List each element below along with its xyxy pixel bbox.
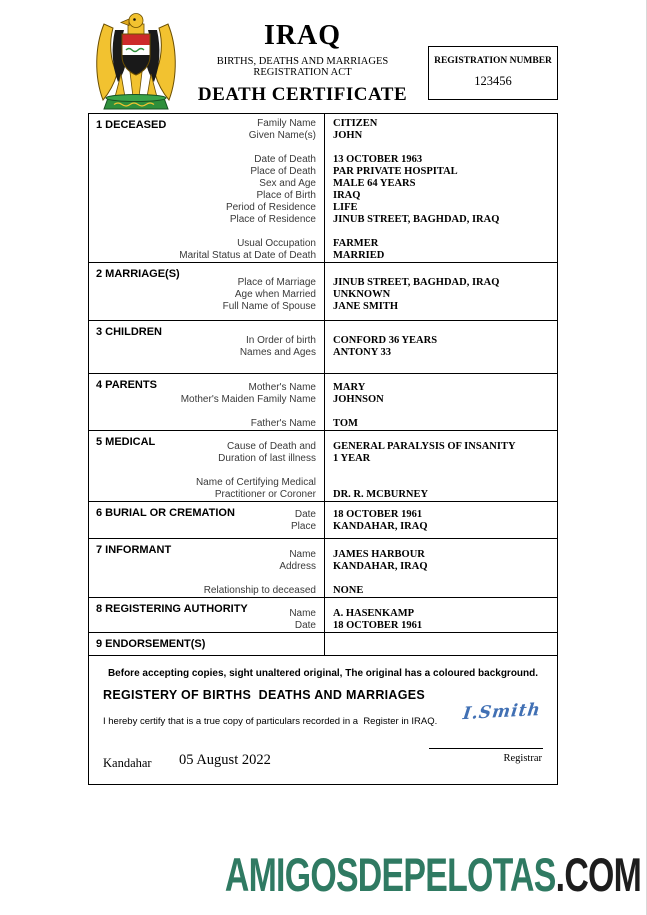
field-value: 1 YEAR xyxy=(333,453,371,464)
registration-number-value: 123456 xyxy=(474,74,512,88)
registration-number-box xyxy=(428,46,558,100)
field-label: Sex and Age xyxy=(259,178,316,189)
act-subtitle: BIRTHS, DEATHS AND MARRIAGES REGISTRATION ACT xyxy=(216,56,389,78)
field-label: In Order of birth xyxy=(245,335,316,346)
section-value-cell xyxy=(325,263,557,320)
field-value xyxy=(333,573,557,585)
field-value: DR. R. MCBURNEY xyxy=(333,489,429,500)
field-value: CITIZEN xyxy=(333,118,378,129)
field-label: Father's Name xyxy=(250,418,316,429)
section-title: 9 ENDORSEMENT(S) xyxy=(96,638,206,650)
certificate-section xyxy=(89,538,557,597)
registry-footer-box xyxy=(88,655,558,785)
section-title: 7 INFORMANT xyxy=(96,544,172,556)
field-label: Date of Death xyxy=(254,154,316,165)
field-label: Given Name(s) xyxy=(248,130,316,141)
section-value-cell xyxy=(325,321,557,373)
copies-notice: Before accepting copies, sight unaltered original, The original has a coloured background. xyxy=(107,668,539,679)
section-label-cell xyxy=(89,321,325,373)
field-label: Duration of last illness xyxy=(218,453,316,464)
certificate-section xyxy=(89,373,557,430)
registration-number-label: REGISTRATION NUMBER xyxy=(434,56,552,66)
section-title: 1 DECEASED xyxy=(96,119,167,131)
field-label xyxy=(89,406,316,418)
section-value-cell xyxy=(325,502,557,538)
field-value: A. HASENKAMP xyxy=(333,608,415,619)
field-value: KANDAHAR, IRAQ xyxy=(333,561,428,572)
field-value: JANE SMITH xyxy=(333,301,399,312)
section-value-cell xyxy=(325,374,557,430)
field-value: 18 OCTOBER 1961 xyxy=(333,509,423,520)
field-value xyxy=(333,465,557,477)
field-label: Name xyxy=(289,608,316,619)
certificate-section xyxy=(89,430,557,501)
field-value: FARMER xyxy=(333,238,379,249)
section-value-cell xyxy=(325,633,557,656)
field-label xyxy=(89,142,316,154)
registry-title: REGISTERY OF BIRTHS DEATHS AND MARRIAGES xyxy=(103,688,426,702)
field-value: 13 OCTOBER 1963 xyxy=(333,154,423,165)
field-label: Date xyxy=(294,620,316,631)
field-value: PAR PRIVATE HOSPITAL xyxy=(333,166,458,177)
title-block xyxy=(185,20,420,106)
section-title: 2 MARRIAGE(S) xyxy=(96,268,180,280)
field-value: LIFE xyxy=(333,202,358,213)
field-label: Place xyxy=(290,521,316,532)
certificate-table xyxy=(88,113,558,656)
field-value: JOHN xyxy=(333,130,363,141)
certificate-section xyxy=(89,320,557,373)
issue-date: 05 August 2022 xyxy=(179,752,271,768)
field-label: Place of Residence xyxy=(229,214,316,225)
field-label: Full Name of Spouse xyxy=(222,301,316,312)
field-value: KANDAHAR, IRAQ xyxy=(333,521,428,532)
field-label: Relationship to deceased xyxy=(203,585,316,596)
field-label: Address xyxy=(279,561,316,572)
field-label: Place of Marriage xyxy=(237,277,316,288)
field-value xyxy=(333,226,557,238)
field-label: Cause of Death and xyxy=(227,441,316,452)
field-value: CONFORD 36 YEARS xyxy=(333,335,438,346)
field-label: Name of Certifying Medical xyxy=(195,477,316,488)
section-title: 3 CHILDREN xyxy=(96,326,163,338)
field-label: Period of Residence xyxy=(225,202,316,213)
iraq-coat-of-arms-icon xyxy=(88,10,184,112)
country-title: IRAQ xyxy=(263,20,342,51)
certificate-section xyxy=(89,501,557,538)
field-label: Family Name xyxy=(257,118,316,129)
section-label-cell xyxy=(89,539,325,597)
section-label-cell xyxy=(89,502,325,538)
section-label-cell xyxy=(89,633,325,656)
section-label-cell xyxy=(89,431,325,501)
field-value: ANTONY 33 xyxy=(333,347,392,358)
field-value: TOM xyxy=(333,418,358,429)
section-title: 5 MEDICAL xyxy=(96,436,156,448)
field-value: GENERAL PARALYSIS OF INSANITY xyxy=(333,441,516,452)
certificate-section xyxy=(89,114,557,262)
watermark-logo xyxy=(225,847,641,902)
field-value: UNKNOWN xyxy=(333,289,391,300)
section-value-cell xyxy=(325,431,557,501)
field-value: MALE 64 YEARS xyxy=(333,178,416,189)
document-title: DEATH CERTIFICATE xyxy=(197,84,408,105)
section-label-cell xyxy=(89,114,325,262)
registrar-signature: I.Smith xyxy=(462,699,543,725)
field-value xyxy=(333,477,557,489)
watermark-tld: .COM xyxy=(555,848,641,901)
section-value-cell xyxy=(325,598,557,632)
field-value xyxy=(333,406,557,418)
field-label: Place of Death xyxy=(250,166,316,177)
field-label: Age when Married xyxy=(234,289,316,300)
section-value-cell xyxy=(325,114,557,262)
field-label: Marital Status at Date of Death xyxy=(179,250,316,261)
certificate-section xyxy=(89,262,557,320)
field-label: Names and Ages xyxy=(239,347,316,358)
section-label-cell xyxy=(89,374,325,430)
signature-line xyxy=(429,748,543,749)
field-label: Mother's Maiden Family Name xyxy=(180,394,316,405)
field-value: JAMES HARBOUR xyxy=(333,549,425,560)
field-label xyxy=(89,465,316,477)
certificate-section xyxy=(89,597,557,632)
issue-place: Kandahar xyxy=(103,756,152,770)
field-value: JINUB STREET, BAGHDAD, IRAQ xyxy=(333,214,500,225)
field-value: JINUB STREET, BAGHDAD, IRAQ xyxy=(333,277,500,288)
field-label: Usual Occupation xyxy=(237,238,316,249)
field-label: Mother's Name xyxy=(248,382,316,393)
field-label: Name xyxy=(289,549,316,560)
field-value: JOHNSON xyxy=(333,394,384,405)
section-title: 4 PARENTS xyxy=(96,379,157,391)
field-label: Date xyxy=(294,509,316,520)
field-value: MARRIED xyxy=(333,250,385,261)
field-value: 18 OCTOBER 1961 xyxy=(333,620,423,631)
section-title: 8 REGISTERING AUTHORITY xyxy=(96,603,248,615)
field-value: MARY xyxy=(333,382,366,393)
field-label: Place of Birth xyxy=(256,190,316,201)
field-value: IRAQ xyxy=(333,190,361,201)
watermark-name: AMIGOSDEPELOTAS xyxy=(224,848,556,901)
certification-statement: I hereby certify that is a true copy of particulars recorded in a Register in IRAQ. xyxy=(103,716,438,727)
section-label-cell xyxy=(89,263,325,320)
field-label xyxy=(89,573,316,585)
field-value: NONE xyxy=(333,585,364,596)
field-label: Practitioner or Coroner xyxy=(214,489,316,500)
section-label-cell xyxy=(89,598,325,632)
certificate-section xyxy=(89,632,557,656)
section-value-cell xyxy=(325,539,557,597)
field-label xyxy=(89,226,316,238)
registrar-label: Registrar xyxy=(503,753,542,764)
section-title: 6 BURIAL OR CREMATION xyxy=(96,507,235,519)
field-value xyxy=(333,142,557,154)
